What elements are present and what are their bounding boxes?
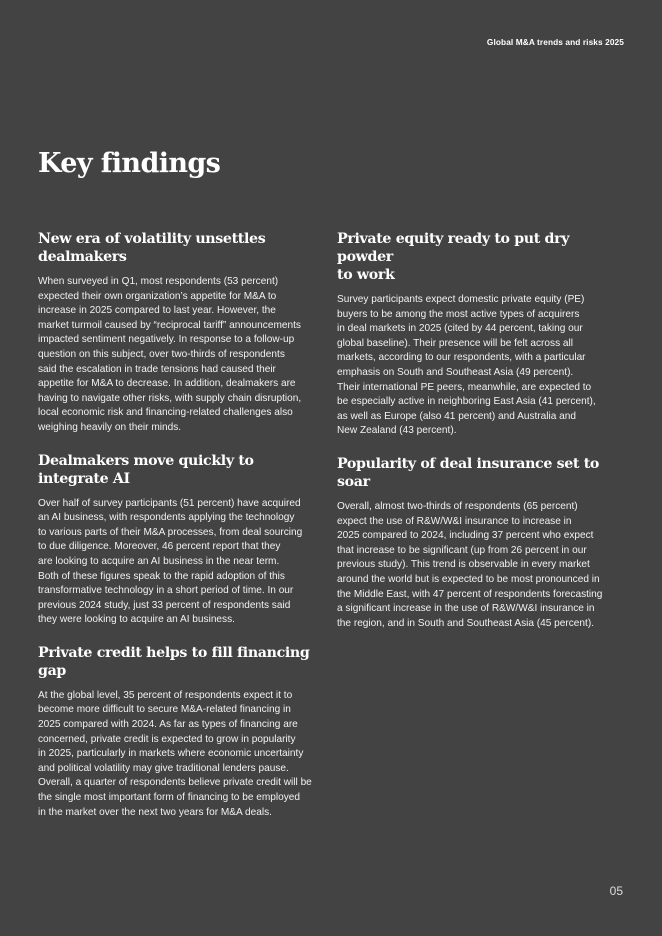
section-private-credit (38, 644, 326, 820)
left-column (38, 230, 326, 820)
section-private-equity (337, 230, 629, 439)
section-heading-volatility: New era of volatility unsettles dealmakers (38, 231, 266, 265)
section-deal-insurance (337, 455, 629, 631)
page-number: 05 (609, 884, 623, 898)
section-ai (38, 452, 326, 628)
section-body-volatility: When surveyed in Q1, most respondents (53 percent) expected their own organization’s appetite for M&A to increase in 2025 compared to last year. However, the market turmoil caused by “reciprocal tariff” announcements impacted sentiment negatively. In response to a follow-up question on this subject, over two-thirds of respondents said the escalation in trade tensions had caused their appetite for M&A to decrease. In addition, dealmakers are having to navigate other risks, with supply chain disruption, local economic risk and financing-related challenges also weighing heavily on their minds. (38, 276, 302, 433)
section-body-deal-insurance: Overall, almost two-thirds of respondents (65 percent) expect the use of R&W/W&I insurance to increase in 2025 compared to 2024, including 37 percent who expect that increase to be significant (up from 26 percent in our previous study). This trend is observable in every market around the world but is expected to be most pronounced in the Middle East, with 47 percent of respondents forecasting a significant increase in the use of R&W/W&I insurance in the region, and in South and Southeast Asia (45 percent). (337, 500, 603, 629)
section-volatility (38, 230, 326, 436)
section-body-ai: Over half of survey participants (51 percent) have acquired an AI business, with respondents applying the technology to various parts of their M&A processes, from deal sourcing to due diligence. Moreover, 46 percent report that they are looking to acquire an AI business in the near term. Both of these figures speak to the rapid adoption of this transformative technology in a short period of time. In our previous 2024 study, just 33 percent of respondents said they were looking to acquire an AI business. (38, 497, 303, 626)
report-header-title: Global M&A trends and risks 2025 (486, 37, 624, 47)
section-body-private-equity: Survey participants expect domestic private equity (PE) buyers to be among the most active types of acquirers in deal markets in 2025 (cited by 44 percent, taking our global baseline). Their presence will be felt across all markets, according to our respondents, with a particular emphasis on South and Southeast Asia (49 percent). Their international PE peers, meanwhile, are expected to be especially active in neighboring East Asia (41 percent), as well as Europe (also 41 percent) and Australia and New Zealand (43 percent). (337, 294, 596, 437)
section-heading-private-credit: Private credit helps to fill financing gap (38, 644, 310, 679)
section-heading-deal-insurance: Popularity of deal insurance set to soar (337, 455, 600, 490)
section-heading-ai: Dealmakers move quickly to integrate AI (38, 452, 254, 487)
section-body-private-credit: At the global level, 35 percent of respondents expect it to become more difficult to secure M&A-related financing in 2025 compared with 2024. As far as types of financing are concerned, private credit is expected to grow in popularity in 2025, particularly in markets where economic uncertainty and political volatility may give traditional lenders pause. Overall, a quarter of respondents believe private credit will be the single most important form of financing to be employed in the market over the next two years for M&A deals. (38, 689, 312, 818)
right-column (337, 230, 629, 631)
section-heading-private-equity: Private equity ready to put dry powder to work (337, 231, 570, 283)
page-title: Key findings (38, 148, 221, 179)
